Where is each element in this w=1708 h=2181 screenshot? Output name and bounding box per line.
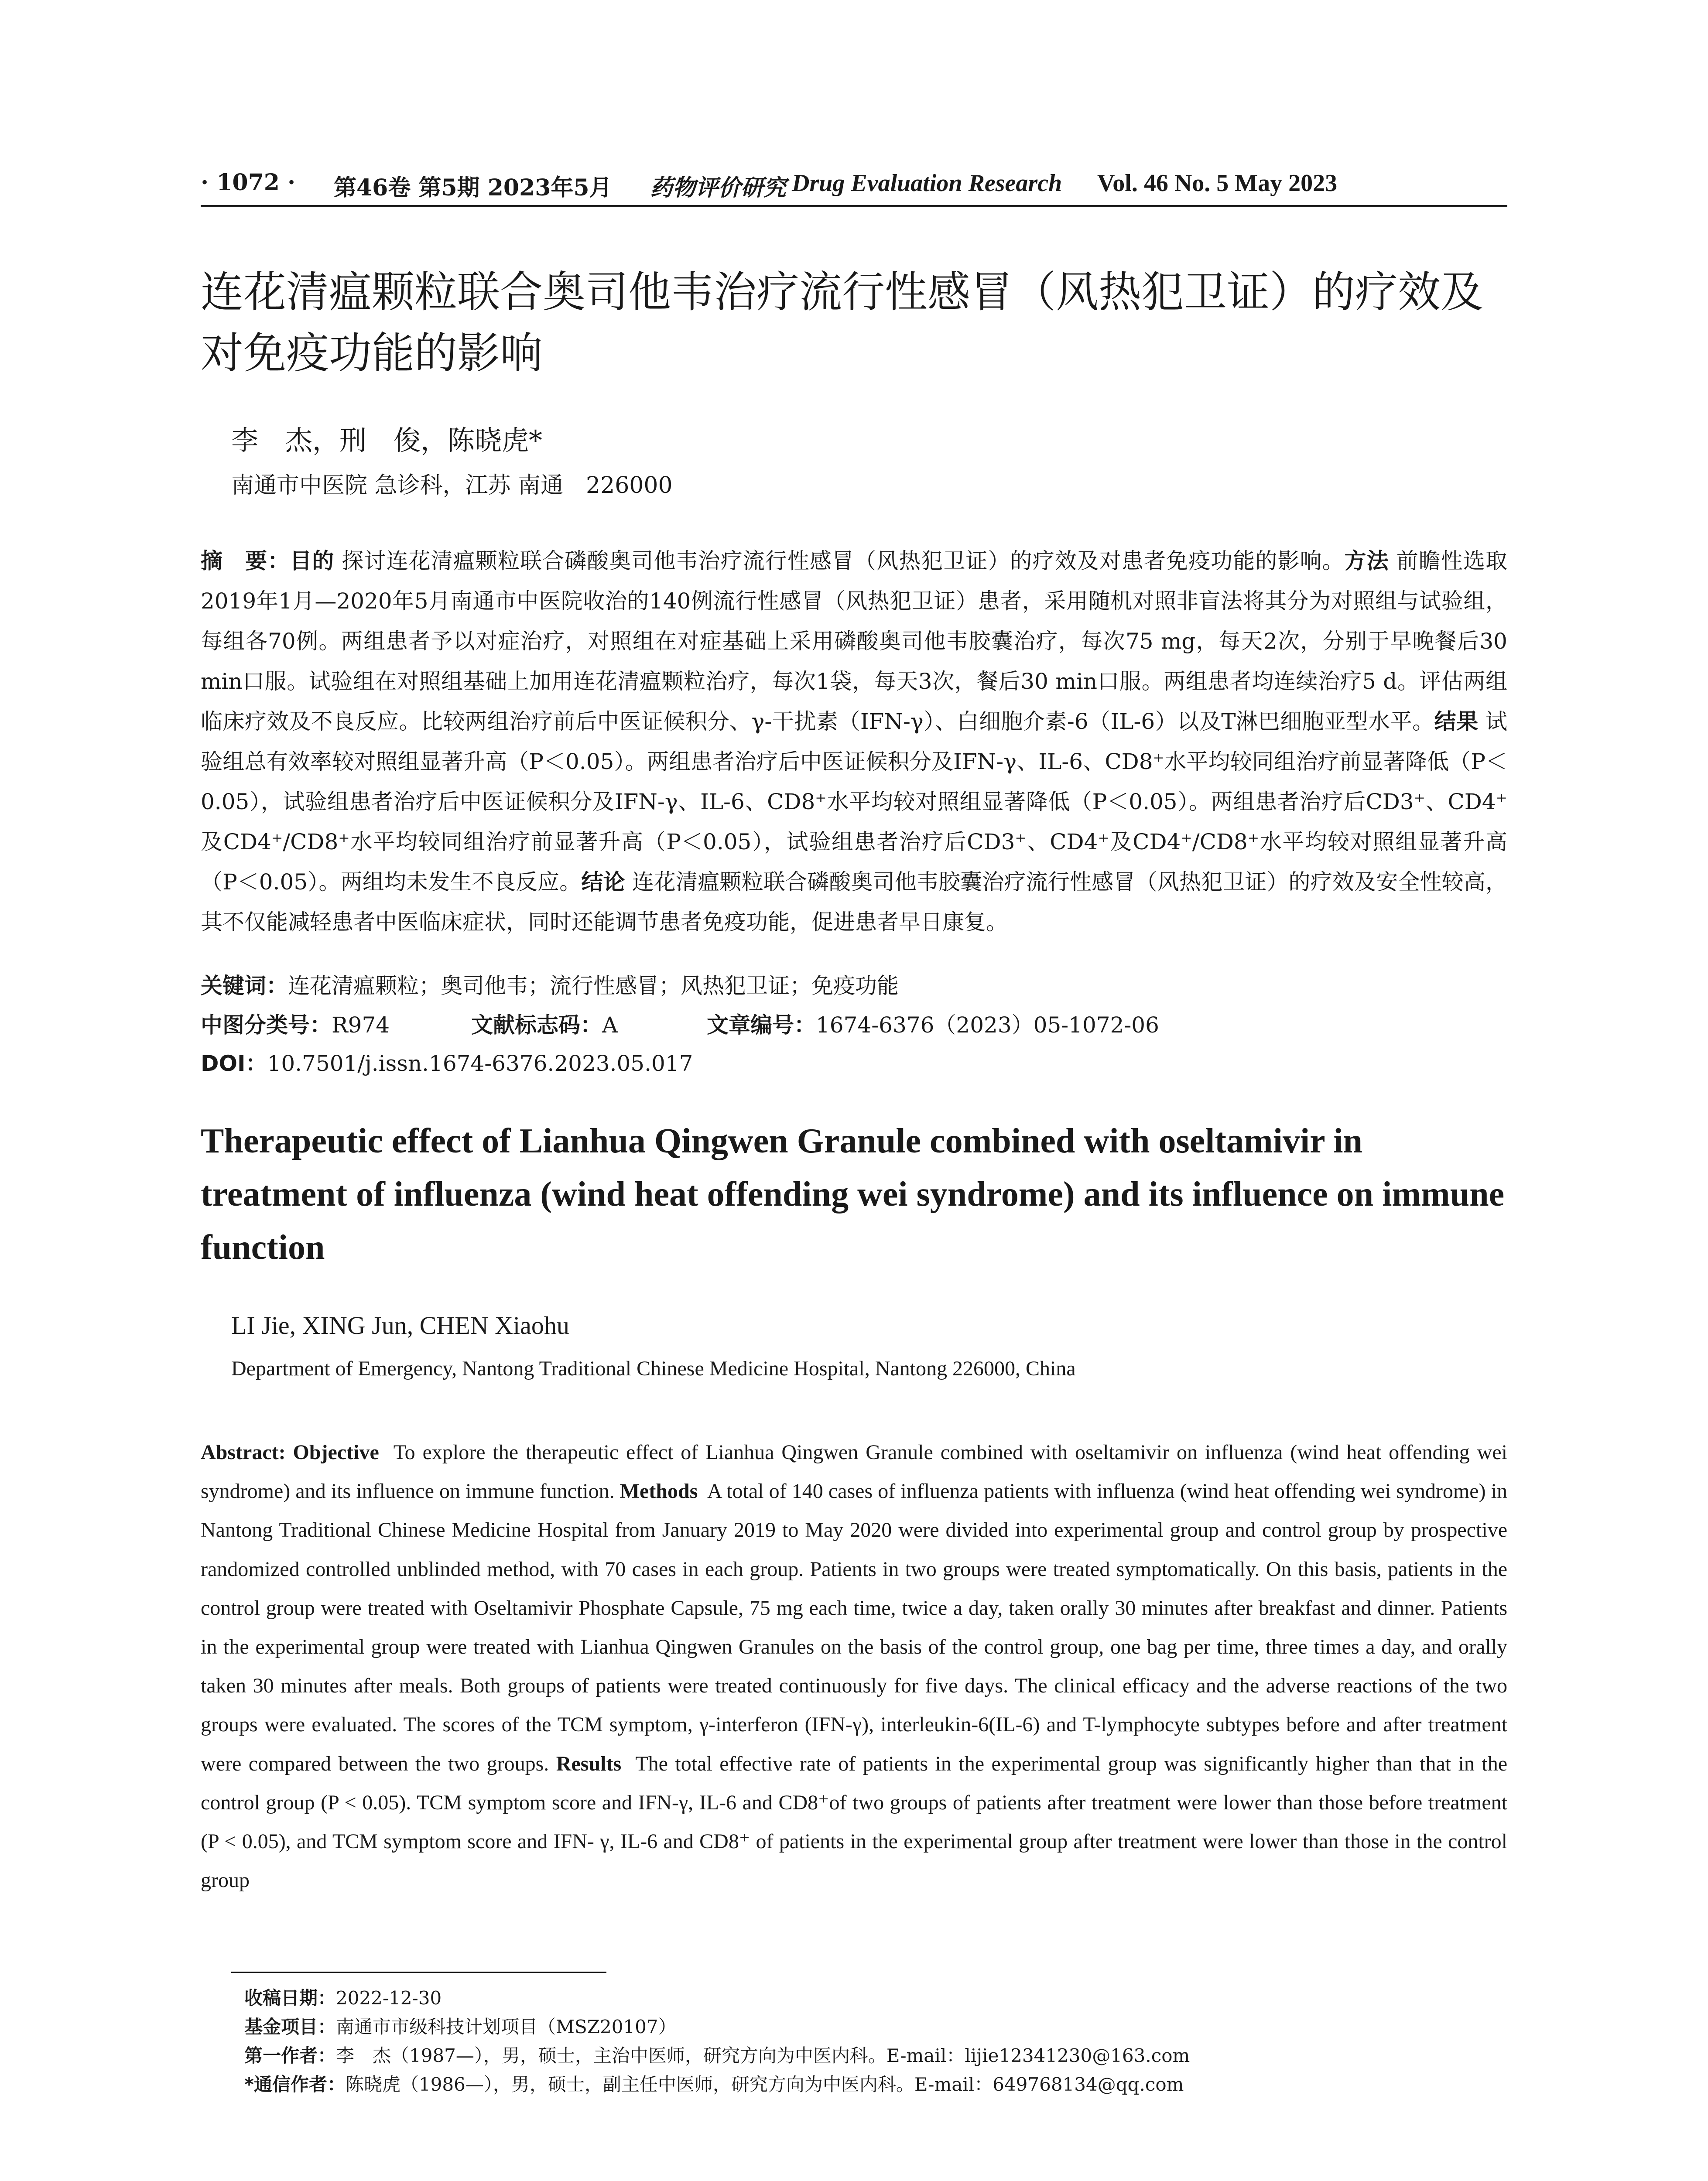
volume-cn: 第46卷 第5期 2023年5月 <box>334 174 612 201</box>
doi-line <box>201 1046 1507 1077</box>
conclusion-label-cn: 结论 <box>581 869 625 895</box>
journal-name-en: Drug Evaluation Research <box>792 170 1062 197</box>
authors-cn: 李 杰，刑 俊，陈晓虎* <box>231 424 543 456</box>
objective-label-cn: 目的 <box>290 548 335 574</box>
article-no-label: 文章编号： <box>707 1012 816 1038</box>
keywords-cn <box>201 968 1507 1000</box>
footnote-corresponding <box>244 2070 1509 2099</box>
footnote-text: 南通市市级科技计划项目（MSZ20107） <box>336 2016 677 2037</box>
footnote-label: 第一作者： <box>244 2045 336 2066</box>
doc-code-label: 文献标志码： <box>471 1012 602 1038</box>
abstract-cn <box>201 541 1507 942</box>
footnote-label: 收稿日期： <box>244 1987 336 2009</box>
classification-line <box>201 1008 1507 1039</box>
footnote-text: 陈晓虎（1986—），男，硕士，副主任中医师，研究方向为中医内科。E-mail：649768134@qq.com <box>345 2074 1184 2095</box>
results-label-cn: 结果 <box>1434 709 1479 734</box>
page-number: · 1072 · <box>201 169 296 196</box>
footnote-first-author <box>244 2041 1509 2070</box>
article-no-value: 1674-6376（2023）05-1072-06 <box>816 1012 1159 1038</box>
results-cn: 试验组总有效率较对照组显著升高（P＜0.05）。两组患者治疗后中医证候积分及IFN-γ、IL-6、CD8⁺水平均较同组治疗前显著降低（P＜0.05），试验组患者治疗后中医证候积分及IFN-γ、IL-6、CD8⁺水平均较对照组显著降低（P＜0.05）。两组患者治疗后CD3⁺、CD4⁺及CD4⁺/CD8⁺水平均较同组治疗前显著升高（P＜0.05），试验组患者治疗后CD3⁺、CD4⁺及CD4⁺/CD8⁺水平均较对照组显著升高（P＜0.05）。两组均未发生不良反应。 <box>201 709 1508 895</box>
doc-code-value: A <box>602 1012 618 1038</box>
keywords-value: 连花清瘟颗粒；奥司他韦；流行性感冒；风热犯卫证；免疫功能 <box>288 973 899 998</box>
methods-label-cn: 方法 <box>1344 548 1389 574</box>
footnote-label: *通信作者： <box>244 2074 346 2095</box>
objective-cn: 探讨连花清瘟颗粒联合磷酸奥司他韦治疗流行性感冒（风热犯卫证）的疗效及对患者免疫功能的影响。 <box>342 548 1345 574</box>
abstract-label-en: Abstract: <box>201 1441 286 1464</box>
running-header <box>201 169 1507 204</box>
clc-value: R974 <box>332 1012 390 1038</box>
abstract-en <box>201 1433 1507 1900</box>
header-rule <box>201 205 1507 207</box>
methods-cn: 前瞻性选取2019年1月—2020年5月南通市中医院收治的140例流行性感冒（风热犯卫证）患者，采用随机对照非盲法将其分为对照组与试验组，每组各70例。两组患者予以对症治疗，对照组在对症基础上采用磷酸奥司他韦胶囊治疗，每次75 mg，每天2次，分别于早晚餐后30 min口服。试验组在对照组基础上加用连花清瘟颗粒治疗，每次1袋，每天3次，餐后30 min口服。两组患者均连续治疗5 d。评估两组临床疗效及不良反应。比较两组治疗前后中医证候积分、γ-干扰素（IFN-γ）、白细胞介素-6（IL-6）以及T淋巴细胞亚型水平。 <box>201 548 1508 734</box>
volume-en: Vol. 46 No. 5 May 2023 <box>1097 170 1338 197</box>
title-cn: 连花清瘟颗粒联合奥司他韦治疗流行性感冒（风热犯卫证）的疗效及对免疫功能的影响 <box>201 267 1484 378</box>
affiliation-en: Department of Emergency, Nantong Traditional Chinese Medicine Hospital, Nantong 226000, China <box>231 1357 1076 1380</box>
title-en: Therapeutic effect of Lianhua Qingwen Granule combined with oseltamivir in treatment of influenza (wind heat offending wei syndrome) and its influence on immune function <box>201 1122 1505 1267</box>
abstract-label-cn: 摘 要： <box>201 548 290 574</box>
authors-en: LI Jie, XING Jun, CHEN Xiaohu <box>231 1311 569 1340</box>
footnote-received <box>244 1984 1509 2013</box>
methods-label-en: Methods <box>620 1480 698 1503</box>
results-en: The total effective rate of patients in the experimental group was significantly higher than that in the control group (P < 0.05). TCM symptom score and IFN-γ, IL-6 and CD8⁺of two groups of patients after treatment were lower than those before treatment (P < 0.05), and TCM symptom score and IFN- γ, IL-6 and CD8⁺ of patients in the experimental group after treatment were lower than those in the control group <box>201 1752 1507 1892</box>
results-label-en: Results <box>556 1752 622 1775</box>
footnote-text: 2022-12-30 <box>336 1987 442 2009</box>
doi-value: 10.7501/j.issn.1674-6376.2023.05.017 <box>267 1051 693 1076</box>
methods-en: A total of 140 cases of influenza patients with influenza (wind heat offending wei syndrome) in Nantong Traditional Chinese Medicine Hospital from January 2019 to May 2020 were divided into experimental group and control group by prospective randomized controlled unblinded method, with 70 cases in each group. Patients in two groups were treated symptomatically. On this basis, patients in the control group were treated with Oseltamivir Phosphate Capsule, 75 mg each time, twice a day, taken orally 30 minutes after breakfast and dinner. Patients in the experimental group were treated with Lianhua Qingwen Granules on the basis of the control group, one bag per time, three times a day, and orally taken 30 minutes after meals. Both groups of patients were treated continuously for five days. The clinical efficacy and the adverse reactions of the two groups were evaluated. The scores of the TCM symptom, γ-interferon (IFN-γ), interleukin-6(IL-6) and T-lymphocyte subtypes before and after treatment were compared between the two groups. <box>201 1480 1507 1775</box>
footnote-label: 基金项目： <box>244 2016 336 2037</box>
journal-logo-cn: 药物评价研究 <box>650 175 787 201</box>
clc-label: 中图分类号： <box>201 1012 332 1038</box>
conclusion-cn: 连花清瘟颗粒联合磷酸奥司他韦胶囊治疗流行性感冒（风热犯卫证）的疗效及安全性较高，其不仅能减轻患者中医临床症状，同时还能调节患者免疫功能，促进患者早日康复。 <box>201 869 1507 935</box>
objective-en: To explore the therapeutic effect of Lianhua Qingwen Granule combined with oseltamivir on influenza (wind heat offending wei syndrome) and its influence on immune function. <box>201 1441 1508 1503</box>
affiliation-cn: 南通市中医院 急诊科，江苏 南通 226000 <box>231 472 673 499</box>
footnote-rule <box>231 1972 606 1973</box>
doi-label: DOI： <box>201 1051 267 1076</box>
footnote-fund <box>244 2013 1509 2041</box>
keywords-label: 关键词： <box>201 973 288 998</box>
footnote-text: 李 杰（1987—），男，硕士，主治中医师，研究方向为中医内科。E-mail：lijie12341230@163.com <box>336 2045 1190 2066</box>
objective-label-en: Objective <box>293 1441 379 1464</box>
